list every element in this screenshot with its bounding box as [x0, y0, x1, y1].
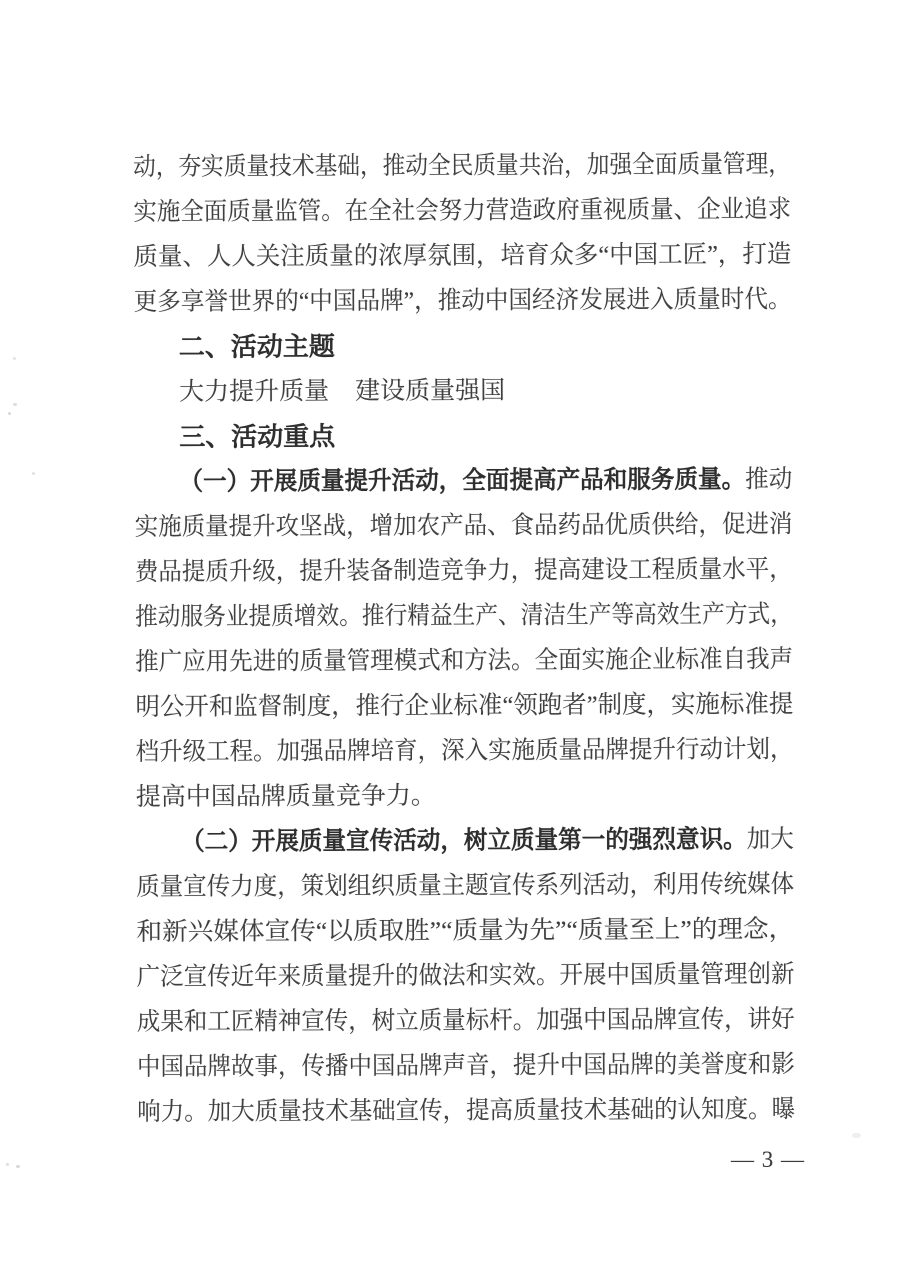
- line-text: [181, 817, 794, 865]
- document-text-block: [133, 142, 795, 1135]
- text-segment: 推动服务业提质增效。推行精益生产、清洁生产等高效生产方式，: [135, 601, 793, 631]
- text-line: [135, 637, 793, 685]
- line-text: [135, 547, 793, 595]
- text-line: [136, 772, 794, 820]
- bold-text-segment: （二）开展质量宣传活动，树立质量第一的强烈意识。: [180, 826, 747, 856]
- text-line: [137, 997, 795, 1045]
- line-text: [135, 592, 793, 640]
- text-line: [137, 1087, 795, 1135]
- text-line: [133, 142, 791, 190]
- text-segment: 提高中国品牌质量竞争力。: [135, 782, 436, 811]
- line-text: [136, 727, 794, 775]
- text-line: [135, 502, 793, 550]
- text-segment: 推动: [745, 466, 793, 494]
- text-line: [134, 277, 792, 325]
- text-line: [134, 367, 792, 415]
- line-text: [179, 368, 505, 414]
- line-text: [136, 774, 436, 820]
- line-text: [179, 414, 335, 460]
- text-segment: 大力提升质量: [179, 378, 330, 406]
- text-segment: 和新兴媒体宣传“以质取胜”“质量为先”“质量至上”的理念，: [136, 916, 795, 946]
- text-line: [136, 817, 794, 865]
- bold-text-segment: 三、活动重点: [179, 421, 336, 452]
- text-line: [137, 1042, 795, 1090]
- page-number: — 3 —: [731, 1147, 805, 1172]
- text-line: [136, 727, 794, 775]
- line-text: [137, 997, 795, 1045]
- line-text: [179, 324, 335, 370]
- scan-speck: [13, 357, 16, 360]
- text-line: [135, 682, 793, 730]
- scan-speck: [8, 412, 11, 415]
- section-heading: [134, 322, 792, 370]
- scan-speck: [32, 472, 35, 475]
- line-text: [137, 1042, 795, 1090]
- section-heading: [134, 412, 792, 460]
- text-segment: 响力。加大质量技术基础宣传，提高质量技术基础的认知度。曝: [137, 1096, 796, 1126]
- text-segment: 建设质量强国: [355, 377, 506, 406]
- text-segment: 更多享誉世界的“中国品牌”，推动中国经济发展进入质量时代。: [133, 286, 792, 316]
- text-line: [137, 952, 795, 1000]
- scan-speck: [852, 1133, 861, 1138]
- scan-speck: [6, 1163, 9, 1166]
- bold-text-segment: 二、活动主题: [178, 331, 335, 362]
- text-line: [133, 232, 791, 280]
- scan-speck: [16, 1165, 20, 1168]
- line-text: [136, 862, 794, 910]
- line-text: [133, 187, 791, 235]
- line-text: [179, 457, 792, 505]
- text-segment: 质量、人人关注质量的浓厚氛围，培育众多“中国工匠”，打造: [133, 241, 792, 271]
- line-text: [135, 682, 793, 730]
- text-segment: 广泛宣传近年来质量提升的做法和实效。开展中国质量管理创新: [136, 961, 795, 991]
- text-line: [135, 547, 793, 595]
- line-text: [133, 232, 791, 280]
- text-segment: 费品提质升级，提升装备制造竞争力，提高建设工程质量水平，: [134, 556, 793, 586]
- line-text: [133, 142, 791, 190]
- scan-speck: [13, 403, 17, 406]
- line-text: [134, 277, 792, 325]
- line-text: [137, 952, 795, 1000]
- text-segment: 动，夯实质量技术基础，推动全民质量共治，加强全面质量管理，: [133, 151, 791, 181]
- bold-text-segment: （一）开展质量提升活动，全面提高产品和服务质量。: [179, 466, 746, 496]
- text-segment: 实施质量提升攻坚战，增加农产品、食品药品优质供给，促进消: [134, 511, 793, 541]
- text-line: [136, 907, 794, 955]
- line-text: [135, 637, 793, 685]
- text-segment: 档升级工程。加强品牌培育，深入实施质量品牌提升行动计划，: [135, 736, 794, 766]
- text-segment: 质量宣传力度，策划组织质量主题宣传系列活动，利用传统媒体: [136, 871, 795, 901]
- line-text: [137, 1087, 795, 1135]
- text-segment: 加大: [746, 826, 794, 854]
- text-segment: 实施全面质量监管。在全社会努力营造政府重视质量、企业追求: [133, 196, 792, 226]
- text-line: [134, 457, 792, 505]
- text-line: [136, 862, 794, 910]
- text-line: [135, 592, 793, 640]
- text-segment: 中国品牌故事，传播中国品牌声音，提升中国品牌的美誉度和影: [136, 1051, 795, 1081]
- line-text: [136, 907, 794, 955]
- text-segment: 推广应用先进的质量管理模式和方法。全面实施企业标准自我声: [135, 646, 794, 676]
- text-segment: 成果和工匠精神宣传，树立质量标杆。加强中国品牌宣传，讲好: [136, 1006, 795, 1036]
- text-segment: 明公开和监督制度，推行企业标准“领跑者”制度，实施标准提: [135, 691, 794, 721]
- text-line: [133, 187, 791, 235]
- line-text: [135, 502, 793, 550]
